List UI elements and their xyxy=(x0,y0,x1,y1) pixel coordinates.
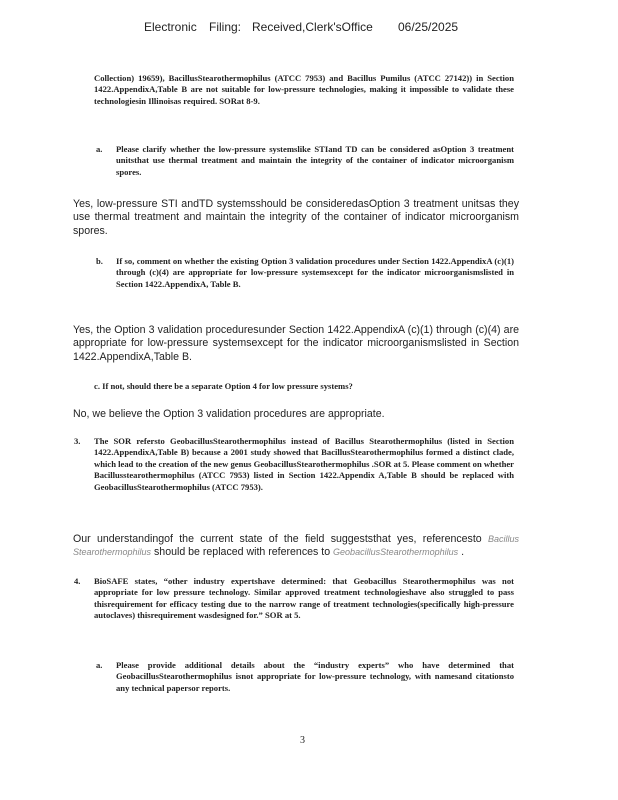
answer-3-mid: should be replaced with references to xyxy=(154,546,331,559)
header-electronic: Electronic xyxy=(144,20,197,34)
question-2a-label: a. xyxy=(96,144,103,154)
question-3-number: 3. xyxy=(74,436,81,446)
answer-3-end: . xyxy=(461,546,465,559)
answer-2c: No, we believe the Option 3 validation procedures are appropriate. xyxy=(73,408,385,420)
question-2b-label: b. xyxy=(96,256,103,266)
question-4-text: BioSAFE states, “other industry expertshave determined: that Geobacillus Stearothermophilus was not appropriate for low pressure technology. Similar approved treatment technologieshave also struggled to pass thisrequirement for efficacy testing due to the narrow range of treatment technologies(specifically high-pressure autoclaves) thisrequirement wasdesigned for.” SOR at 5. xyxy=(94,576,514,621)
question-4a-label: a. xyxy=(96,660,103,670)
question-intro: Collection) 19659), BacillusStearothermophilus (ATCC 7953) and Bacillus Pumilus (ATCC 27142)) in Section 1422.AppendixA,Table B are not suitable for low-pressure technologies, making it impossible to validate these technologiesin Illinoisas required. SORat 8-9. xyxy=(94,73,514,106)
header-received: Received,Clerk'sOffice xyxy=(252,20,373,34)
header-filing: Filing: xyxy=(209,20,242,34)
question-2b xyxy=(96,256,514,290)
answer-3-italic-bacillus: Bacillus Stearothermophilus xyxy=(73,534,520,558)
answer-3 xyxy=(73,533,519,560)
page-number: 3 xyxy=(300,735,305,746)
question-2a-text: Please clarify whether the low-pressure systemslike STIand TD can be considered asOption 3 treatment unitsthat use thermal treatment and maintain the integrity of the container of indicator microorganism spores. xyxy=(116,144,514,177)
question-4a xyxy=(96,660,514,694)
question-4-number: 4. xyxy=(74,576,81,586)
question-4a-text: Please provide additional details about the “industry experts” who have determined that GeobacillusStearothermophilus isnot appropriate for low-pressure technology, with namesand citationsto any technical papersor reports. xyxy=(116,660,514,693)
question-3-text: The SOR refersto GeobacillusStearothermophilus instead of Bacillus Stearothermophilus (listed in Section 1422.AppendixA,Table B) because a 2001 study showed that BacillusStearothermophilus formed a distinct clade, which lead to the creation of the new genus GeobacillusStearothermophilus .SOR at 5. Please comment on whether Bacillusstearothermophilus (ATCC 7953) listed in Section 1422.Appendix A,Table B should be replaced with GeobacillusStearothermophilus (ATCC 7953). xyxy=(94,436,514,492)
question-2c: c. If not, should there be a separate Option 4 for low pressure systems? xyxy=(94,381,353,391)
answer-2b: Yes, the Option 3 validation proceduresunder Section 1422.AppendixA (c)(1) through (c)(4) are appropriate for low-pressure systemsexcept for the indicator microorganismslisted in Section 1422.AppendixA,Table B. xyxy=(73,324,519,363)
answer-2a: Yes, low-pressure STI andTD systemsshould be consideredasOption 3 treatment unitsas they use thermal treatment and maintain the integrity of the container of indicator microorganism spores. xyxy=(73,198,519,237)
question-3 xyxy=(74,436,514,493)
answer-3-main: Our understandingof the current state of the field suggeststhat yes, referencesto xyxy=(73,533,482,545)
answer-3-italic-geobacillus: GeobacillusStearothermophilus xyxy=(333,547,459,558)
question-4 xyxy=(74,576,514,622)
question-2b-text: If so, comment on whether the existing Option 3 validation procedures under Section 1422.AppendixA (c)(1) through (c)(4) are appropriate for low-pressure systemsexcept for the indicator microorganismslisted in Section 1422.AppendixA, Table B. xyxy=(116,256,514,289)
question-2a xyxy=(96,144,514,178)
header-date: 06/25/2025 xyxy=(398,20,459,34)
